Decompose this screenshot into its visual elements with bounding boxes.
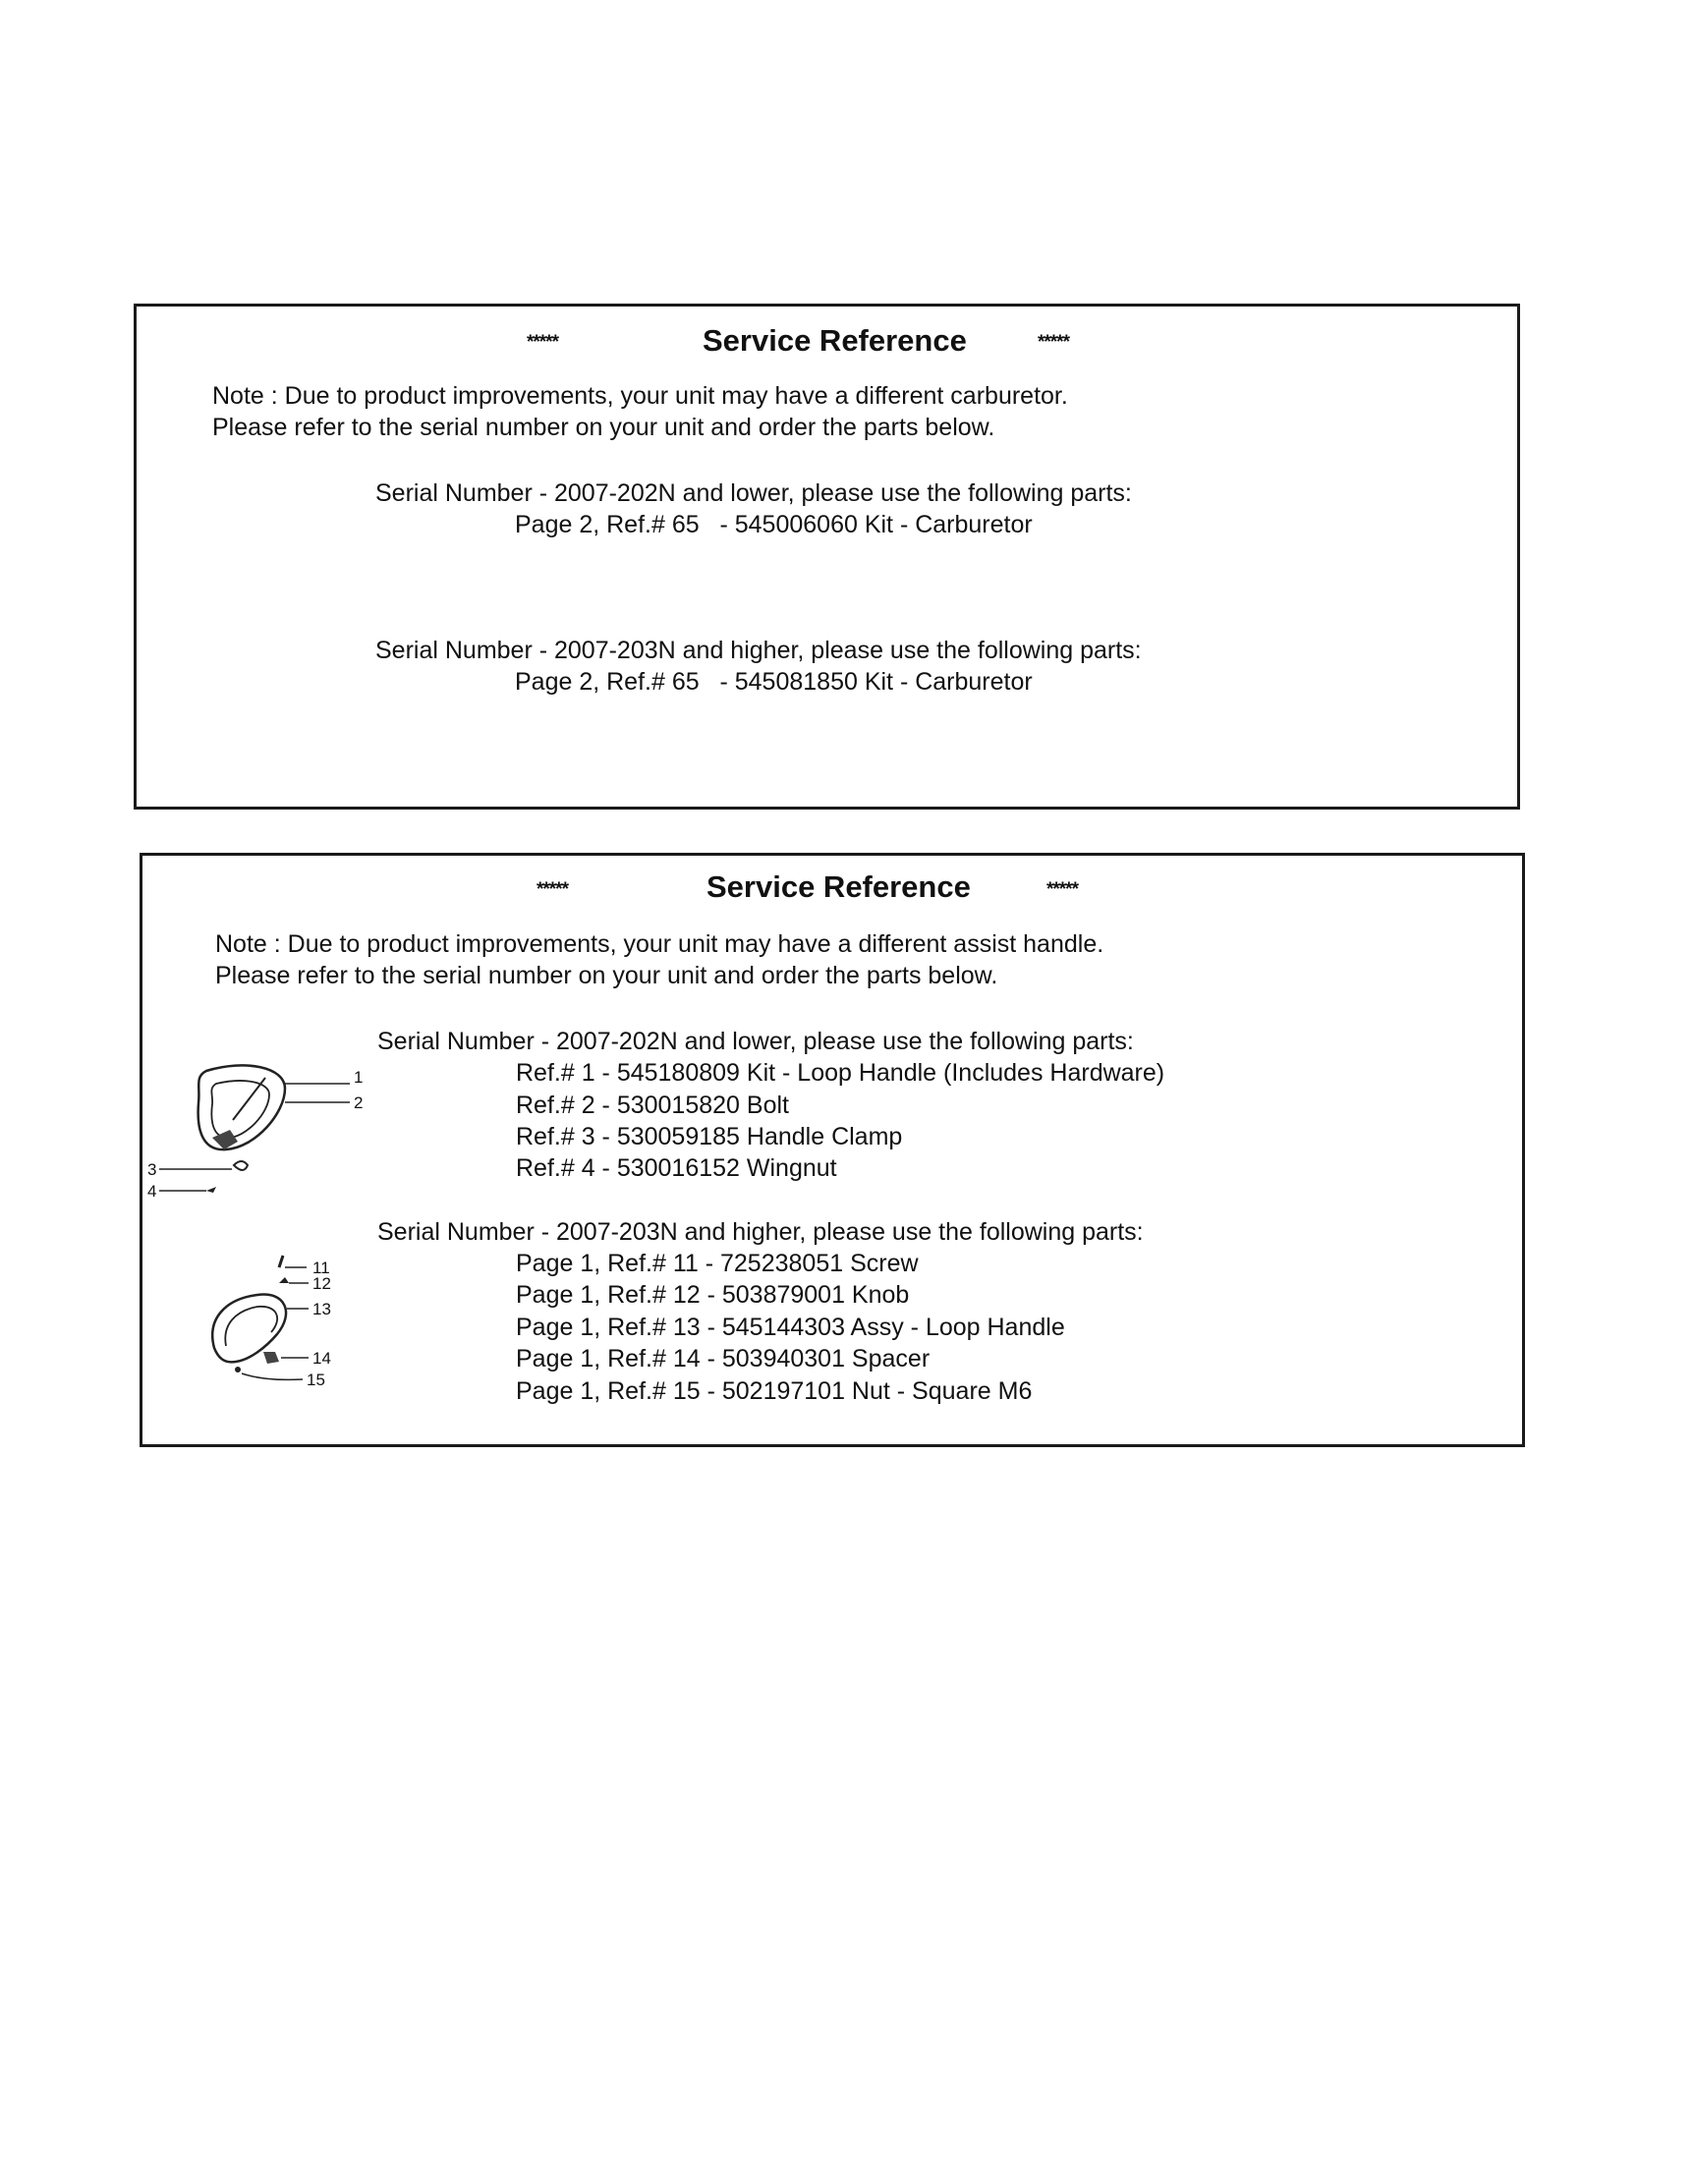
part-line: Ref.# 1 - 545180809 Kit - Loop Handle (Includes Hardware) <box>516 1059 1165 1087</box>
serial-lower-heading: Serial Number - 2007-202N and lower, please use the following parts: <box>377 1028 1134 1055</box>
service-reference-title: Service Reference <box>706 869 971 904</box>
wingnut-icon <box>206 1187 216 1193</box>
knob-icon <box>279 1277 289 1283</box>
part-line: Page 1, Ref.# 14 - 503940301 Spacer <box>516 1345 931 1372</box>
title-stars-left: ***** <box>536 879 568 900</box>
callout-label: 14 <box>312 1349 331 1368</box>
title-stars-right: ***** <box>1046 879 1078 900</box>
callout-label: 2 <box>354 1093 364 1112</box>
callout-label: 13 <box>312 1300 331 1318</box>
service-reference-title: Service Reference <box>703 323 967 358</box>
screw-icon <box>279 1256 283 1267</box>
part-line: Page 1, Ref.# 13 - 545144303 Assy - Loop Handle <box>516 1314 1065 1341</box>
carburetor-service-reference-box <box>134 304 1520 810</box>
spacer-icon <box>263 1352 279 1364</box>
part-line: Ref.# 3 - 530059185 Handle Clamp <box>516 1123 903 1150</box>
nut-icon <box>235 1367 241 1372</box>
serial-higher-heading: Serial Number - 2007-203N and higher, please use the following parts: <box>377 1218 1144 1246</box>
callout-label: 1 <box>354 1068 364 1087</box>
bolt-shape <box>233 1078 265 1120</box>
part-line: Page 1, Ref.# 12 - 503879001 Knob <box>516 1281 910 1309</box>
loop-handle-diagram-old <box>147 1059 383 1206</box>
part-line: Page 2, Ref.# 65 - 545006060 Kit - Carburetor <box>515 511 1033 538</box>
serial-higher-heading: Serial Number - 2007-203N and higher, please use the following parts: <box>375 637 1142 664</box>
part-line: Ref.# 4 - 530016152 Wingnut <box>516 1154 837 1182</box>
serial-lower-heading: Serial Number - 2007-202N and lower, please use the following parts: <box>375 479 1132 507</box>
title-stars-left: ***** <box>527 332 558 353</box>
callout-label: 11 <box>312 1259 330 1277</box>
note-line-2: Please refer to the serial number on your unit and order the parts below. <box>215 962 998 989</box>
part-line: Page 1, Ref.# 11 - 725238051 Screw <box>516 1250 919 1277</box>
note-line-1: Note : Due to product improvements, your unit may have a different carburetor. <box>212 382 1068 410</box>
title-stars-right: ***** <box>1038 332 1069 353</box>
callout-label: 12 <box>312 1274 331 1293</box>
part-line: Page 2, Ref.# 65 - 545081850 Kit - Carburetor <box>515 668 1033 696</box>
part-line: Ref.# 2 - 530015820 Bolt <box>516 1092 789 1119</box>
callout-label: 4 <box>147 1182 157 1201</box>
note-line-1: Note : Due to product improvements, your unit may have a different assist handle. <box>215 930 1104 958</box>
part-line: Page 1, Ref.# 15 - 502197101 Nut - Square M6 <box>516 1377 1033 1405</box>
loop-handle-diagram-new <box>197 1250 344 1397</box>
note-line-2: Please refer to the serial number on your unit and order the parts below. <box>212 414 995 441</box>
callout-label: 15 <box>307 1371 325 1389</box>
callout-label: 3 <box>147 1160 157 1179</box>
clamp-icon <box>234 1161 248 1170</box>
loop-handle-inner <box>225 1307 277 1346</box>
